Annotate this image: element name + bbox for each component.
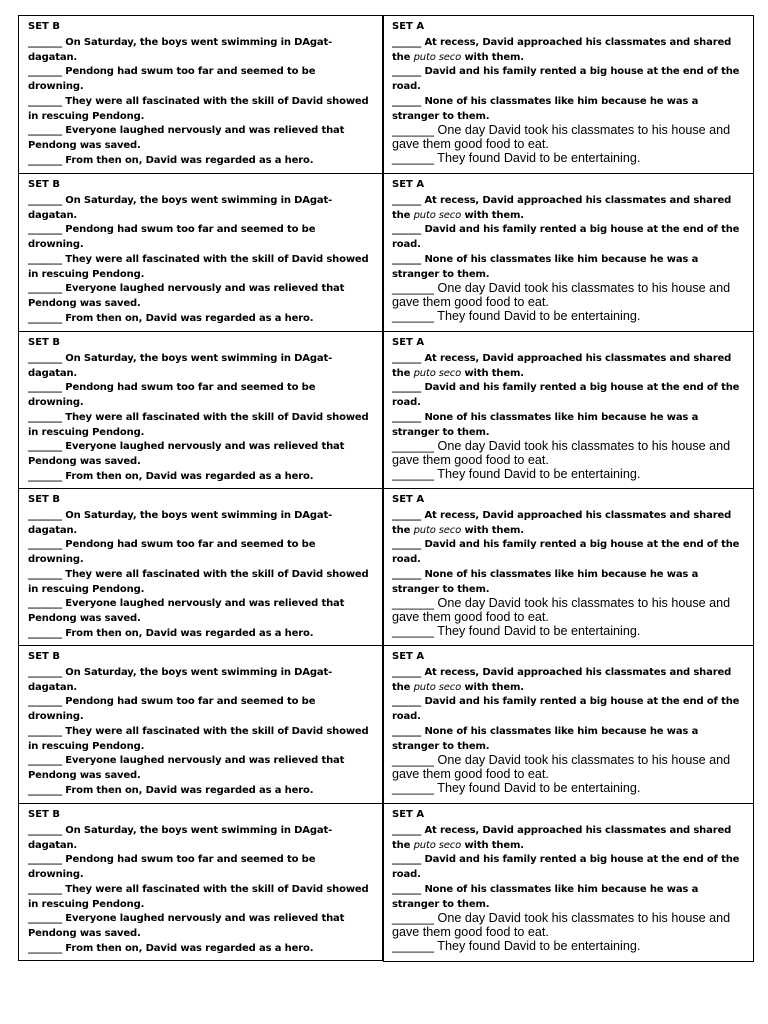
answer-blank: _______ [28,667,62,678]
set-a-item [392,194,745,223]
sentence-text: On Saturday, the boys went swimming in DAgat-dagatan. [28,667,333,693]
set-b-card [18,331,383,490]
set-b-item [28,568,374,597]
set-a-item [392,509,745,538]
answer-blank: ______ [392,623,435,638]
set-a-item [392,440,745,468]
answer-blank: _______ [28,441,62,453]
answer-blank: _______ [28,224,62,236]
answer-blank: _______ [28,510,62,521]
set-b-title: SET B [28,494,60,505]
sentence-text: They were all fascinated with the skill of David showed in rescuing Pendong. [28,883,369,910]
set-b-item [28,253,374,282]
answer-blank: _______ [28,411,62,423]
set-a-card [383,488,754,647]
sentence-text: Everyone laughed nervously and was relieved that Pendong was saved. [28,283,345,309]
sentence-text: David and his family rented a big house at the end of the road. [392,539,740,566]
answer-blank: _______ [28,37,62,48]
answer-blank: ______ [392,596,435,611]
sentence-text: They found David to be entertaining. [434,466,641,481]
answer-blank: _______ [28,125,62,137]
answer-blank: ______ [392,195,422,206]
answer-blank: ______ [392,696,422,708]
sentence-text: Everyone laughed nervously and was relieved that Pendong was saved. [28,125,345,151]
set-b-item [28,312,374,327]
sentence-text: From then on, David was regarded as a hero. [61,312,314,324]
set-a-card [383,331,754,490]
sentence-text: Pendong had swum too far and seemed to be drowning. [28,224,316,251]
set-b-item [28,538,374,567]
answer-blank: ______ [392,224,422,236]
italic-term: puto seco [413,367,462,379]
set-a-card [383,645,754,804]
sentence-text: David and his family rented a big house at the end of the road. [392,854,740,881]
set-b-title: SET B [28,179,60,190]
answer-blank: ______ [392,780,435,795]
sentence-text: They were all fascinated with the skill of David showed in rescuing Pendong. [28,725,369,752]
sentence-text: David and his family rented a big house at the end of the road. [392,224,740,251]
answer-blank: ______ [392,466,435,481]
answer-blank: ______ [392,439,435,454]
sentence-text: They were all fascinated with the skill of David showed in rescuing Pendong. [28,568,369,595]
sentence-text: None of his classmates like him because he was a stranger to them. [392,568,699,595]
answer-blank: ______ [392,308,435,323]
set-a-item [392,754,745,782]
set-a-card [383,803,754,962]
sentence-text: One day David took his classmates to his house and gave them good food to eat. [392,596,731,625]
set-b-item [28,95,374,124]
answer-blank: _______ [28,66,62,78]
set-a-item [392,253,745,282]
answer-blank: ______ [392,667,422,678]
set-b-item [28,381,374,410]
italic-term: puto seco [413,524,462,536]
sentence-text: They found David to be entertaining. [434,623,641,638]
sentence-text: Everyone laughed nervously and was relieved that Pendong was saved. [28,755,345,781]
set-a-item [392,666,745,695]
answer-blank: ______ [392,938,435,953]
sentence-text: They found David to be entertaining. [434,780,641,795]
answer-blank: _______ [28,353,62,364]
answer-blank: ______ [392,854,422,866]
set-b-item [28,754,374,783]
answer-blank: ______ [392,150,435,165]
sentence-text: At recess, David approached his classmates and shared the [392,825,732,851]
set-b-title: SET B [28,809,60,820]
answer-blank: ______ [392,825,422,836]
sentence-text: At recess, David approached his classmates and shared the [392,37,732,63]
set-a-item [392,352,745,381]
answer-blank: _______ [28,627,62,639]
set-b-title: SET B [28,337,60,348]
answer-blank: _______ [28,913,62,925]
set-a-item [392,468,745,482]
sentence-text: David and his family rented a big house at the end of the road. [392,66,740,93]
sentence-text: At recess, David approached his classmates and shared the [392,353,732,379]
set-b-item [28,440,374,469]
sentence-text: From then on, David was regarded as a hero. [61,470,314,482]
sentence-text: Pendong had swum too far and seemed to be drowning. [28,696,316,723]
set-b-item [28,666,374,695]
set-a-item [392,782,745,796]
sentence-text: One day David took his classmates to his house and gave them good food to eat. [392,753,731,782]
sentence-text: Pendong had swum too far and seemed to be drowning. [28,66,316,93]
set-a-item [392,411,745,440]
italic-term: puto seco [413,209,462,221]
sentence-text: None of his classmates like him because he was a stranger to them. [392,411,699,438]
sentence-text: Everyone laughed nervously and was relieved that Pendong was saved. [28,913,345,939]
set-b-item [28,36,374,65]
set-a-item [392,597,745,625]
set-a-card [383,173,754,332]
answer-blank: _______ [28,95,62,107]
set-a-title: SET A [392,494,425,505]
answer-blank: _______ [28,283,62,295]
sentence-text: On Saturday, the boys went swimming in DAgat-dagatan. [28,37,333,63]
sentence-text: On Saturday, the boys went swimming in DAgat-dagatan. [28,195,333,221]
set-a-item [392,223,745,252]
answer-blank: ______ [392,510,422,521]
answer-blank: ______ [392,753,435,768]
answer-blank: ______ [392,911,435,926]
set-b-item [28,824,374,853]
set-b-item [28,194,374,223]
answer-blank: ______ [392,353,422,364]
set-a-item [392,310,745,324]
sentence-text: with them. [461,681,524,693]
answer-blank: ______ [392,37,422,48]
sentence-text: with them. [461,51,524,63]
sentence-text: On Saturday, the boys went swimming in DAgat-dagatan. [28,825,333,851]
sentence-text: One day David took his classmates to his house and gave them good food to eat. [392,911,731,940]
set-a-title: SET A [392,651,425,662]
set-b-item [28,154,374,169]
answer-blank: ______ [392,568,422,580]
set-a-item [392,381,745,410]
set-b-card [18,173,383,332]
answer-blank: ______ [392,66,422,78]
set-b-item [28,352,374,381]
set-b-item [28,784,374,799]
sentence-text: They found David to be entertaining. [434,150,641,165]
sentence-text: One day David took his classmates to his house and gave them good food to eat. [392,123,731,152]
italic-term: puto seco [413,681,462,693]
set-a-card [383,15,754,174]
set-a-item [392,282,745,310]
answer-blank: ______ [392,725,422,737]
set-a-item [392,883,745,912]
answer-blank: ______ [392,883,422,895]
set-b-item [28,883,374,912]
sentence-text: Pendong had swum too far and seemed to be drowning. [28,382,316,409]
sentence-text: At recess, David approached his classmates and shared the [392,510,732,536]
set-b-item [28,853,374,882]
set-b-item [28,124,374,153]
answer-blank: _______ [28,312,62,324]
answer-blank: _______ [28,883,62,895]
sentence-text: Everyone laughed nervously and was relieved that Pendong was saved. [28,441,345,467]
sentence-text: One day David took his classmates to his house and gave them good food to eat. [392,439,731,468]
set-a-title: SET A [392,21,425,32]
sentence-text: On Saturday, the boys went swimming in DAgat-dagatan. [28,510,333,536]
answer-blank: _______ [28,784,62,796]
set-b-item [28,470,374,485]
set-b-item [28,695,374,724]
answer-blank: _______ [28,539,62,551]
set-b-card [18,488,383,647]
set-a-title: SET A [392,809,425,820]
sentence-text: Pendong had swum too far and seemed to be drowning. [28,539,316,566]
set-a-item [392,152,745,166]
sentence-text: At recess, David approached his classmates and shared the [392,195,732,221]
set-a-item [392,625,745,639]
sentence-text: From then on, David was regarded as a hero. [61,942,314,954]
sentence-text: with them. [461,367,524,379]
set-b-item [28,411,374,440]
set-a-item [392,853,745,882]
set-a-item [392,912,745,940]
sentence-text: From then on, David was regarded as a hero. [61,627,314,639]
answer-blank: _______ [28,825,62,836]
set-a-item [392,940,745,954]
set-b-item [28,223,374,252]
sentence-text: One day David took his classmates to his house and gave them good food to eat. [392,281,731,310]
sentence-text: Everyone laughed nervously and was relieved that Pendong was saved. [28,598,345,624]
sentence-text: They were all fascinated with the skill of David showed in rescuing Pendong. [28,411,369,438]
set-a-title: SET A [392,179,425,190]
sentence-text: At recess, David approached his classmates and shared the [392,667,732,693]
italic-term: puto seco [413,51,462,63]
sentence-text: They were all fascinated with the skill of David showed in rescuing Pendong. [28,253,369,280]
set-a-item [392,725,745,754]
set-b-title: SET B [28,21,60,32]
answer-blank: ______ [392,123,435,138]
sentence-text: with them. [461,209,524,221]
answer-blank: ______ [392,539,422,551]
set-b-item [28,65,374,94]
answer-blank: _______ [28,696,62,708]
sentence-text: They found David to be entertaining. [434,938,641,953]
set-b-item [28,509,374,538]
sentence-text: None of his classmates like him because he was a stranger to them. [392,253,699,280]
set-a-item [392,36,745,65]
set-a-title: SET A [392,337,425,348]
answer-blank: _______ [28,382,62,394]
set-b-card [18,15,383,174]
set-a-item [392,538,745,567]
set-b-card [18,645,383,804]
answer-blank: _______ [28,854,62,866]
set-b-item [28,725,374,754]
answer-blank: _______ [28,195,62,206]
sentence-text: David and his family rented a big house at the end of the road. [392,696,740,723]
set-a-item [392,695,745,724]
italic-term: puto seco [413,839,462,851]
answer-blank: _______ [28,725,62,737]
set-b-title: SET B [28,651,60,662]
answer-blank: ______ [392,95,422,107]
set-b-item [28,627,374,642]
answer-blank: _______ [28,470,62,482]
sentence-text: None of his classmates like him because he was a stranger to them. [392,883,699,910]
set-a-item [392,95,745,124]
set-b-item [28,282,374,311]
answer-blank: _______ [28,154,62,166]
set-b-item [28,597,374,626]
set-a-item [392,824,745,853]
answer-blank: _______ [28,253,62,265]
answer-blank: _______ [28,598,62,610]
sentence-text: From then on, David was regarded as a hero. [61,784,314,796]
set-b-item [28,942,374,957]
sentence-text: From then on, David was regarded as a hero. [61,154,314,166]
sentence-text: with them. [461,839,524,851]
sentence-text: They found David to be entertaining. [434,308,641,323]
answer-blank: _______ [28,942,62,954]
answer-blank: _______ [28,568,62,580]
sentence-text: None of his classmates like him because he was a stranger to them. [392,95,699,122]
answer-blank: ______ [392,411,422,423]
sentence-text: They were all fascinated with the skill of David showed in rescuing Pendong. [28,95,369,122]
answer-blank: ______ [392,281,435,296]
sentence-text: Pendong had swum too far and seemed to be drowning. [28,854,316,881]
set-a-item [392,124,745,152]
sentence-text: None of his classmates like him because he was a stranger to them. [392,725,699,752]
answer-blank: ______ [392,253,422,265]
answer-blank: _______ [28,755,62,767]
sentence-text: with them. [461,524,524,536]
sentence-text: David and his family rented a big house at the end of the road. [392,382,740,409]
set-b-card [18,803,383,961]
set-a-item [392,568,745,597]
set-a-item [392,65,745,94]
set-b-item [28,912,374,941]
answer-blank: ______ [392,382,422,394]
sentence-text: On Saturday, the boys went swimming in DAgat-dagatan. [28,353,333,379]
